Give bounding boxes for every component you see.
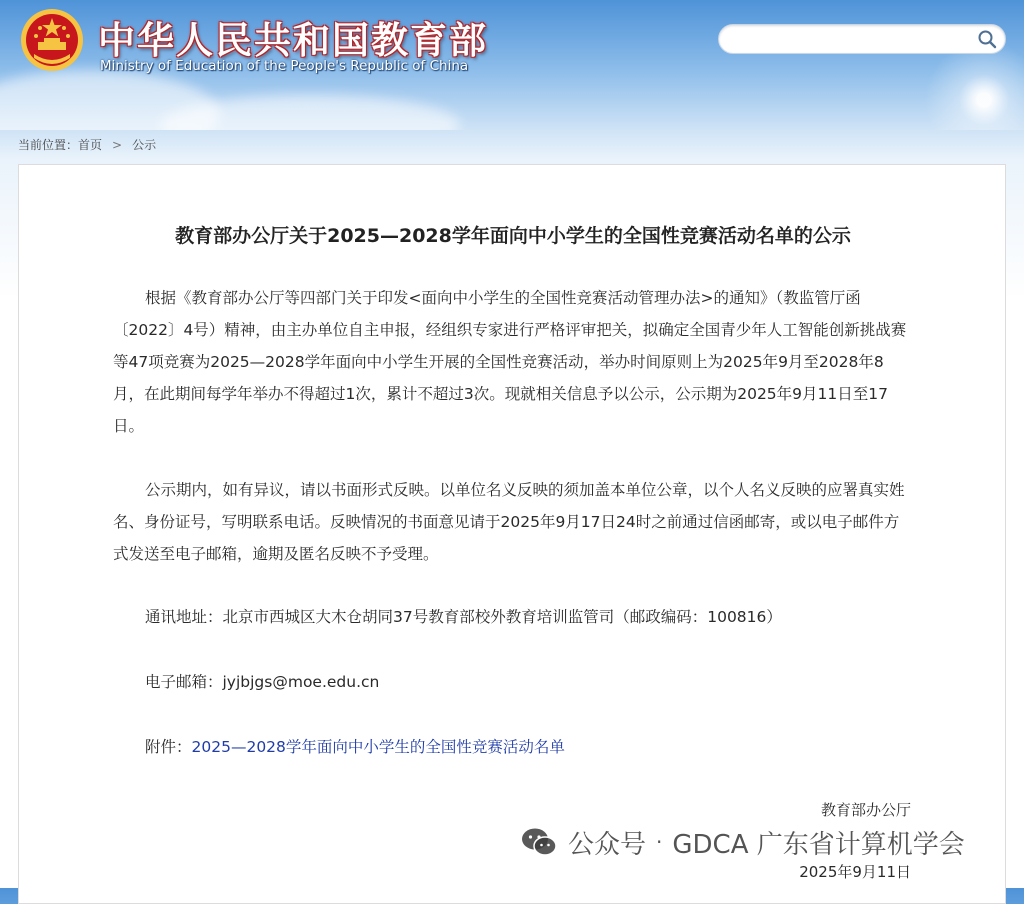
article-container [18, 164, 1006, 904]
signature-date: 2025年9月11日 [799, 863, 911, 881]
breadcrumb-prefix: 当前位置： [18, 138, 79, 152]
breadcrumb [18, 136, 156, 153]
wechat-watermark [520, 822, 965, 862]
attachment-label: 附件： [145, 738, 192, 756]
search-box[interactable] [718, 24, 1006, 54]
attachment-link[interactable]: 2025—2028学年面向中小学生的全国性竞赛活动名单 [191, 738, 565, 756]
national-emblem-icon [18, 6, 86, 74]
watermark-channel: 公众号 [568, 829, 647, 860]
article-paragraph-1: 根据《教育部办公厅等四部门关于印发<面向中小学生的全国性竞赛活动管理办法>的通知》（教监管厅函〔2022〕4号）精神，由主办单位自主申报，经组织专家进行严格评审把关，拟确定全国青少年人工智能创新挑战赛等47项竞赛为2025—2028学年面向中小学生开展的全国性竞赛活动，举办时间原则上为2025年9月至2028年8月，在此期间每学年举办不得超过1次，累计不超过3次。现就相关信息予以公示，公示期为2025年9月11日至17日。 [113, 289, 907, 435]
contact-email: 电子邮箱：jyjbjgs@moe.edu.cn [145, 673, 380, 691]
signature-organization: 教育部办公厅 [820, 801, 911, 819]
contact-address: 通讯地址：北京市西城区大木仓胡同37号教育部校外教育培训监管司（邮政编码：100816） [145, 608, 782, 626]
breadcrumb-home-link[interactable]: 首页 [78, 138, 103, 152]
search-input[interactable] [731, 29, 975, 51]
wechat-icon [520, 827, 558, 857]
article-title: 教育部办公厅关于2025—2028学年面向中小学生的全国性竞赛活动名单的公示 [175, 225, 851, 247]
article-paragraph-2: 公示期内，如有异议，请以书面形式反映。以单位名义反映的须加盖本单位公章，以个人名义反映的应署真实姓名、身份证号，写明联系电话。反映情况的书面意见请于2025年9月17日24时之前通过信函邮寄，或以电子邮件方式发送至电子邮箱，逾期及匿名反映不予受理。 [113, 481, 905, 563]
search-icon[interactable] [977, 29, 997, 49]
site-header [0, 0, 1024, 130]
breadcrumb-separator: > [112, 138, 123, 152]
breadcrumb-current[interactable]: 公示 [132, 138, 157, 152]
site-title-en: Ministry of Education of the People's Republic of China [100, 58, 469, 74]
watermark-account: GDCA 广东省计算机学会 [672, 829, 965, 860]
site-title-cn: 中华人民共和国教育部 [98, 19, 488, 62]
watermark-dot: · [656, 830, 663, 854]
attachment-row [145, 735, 565, 757]
